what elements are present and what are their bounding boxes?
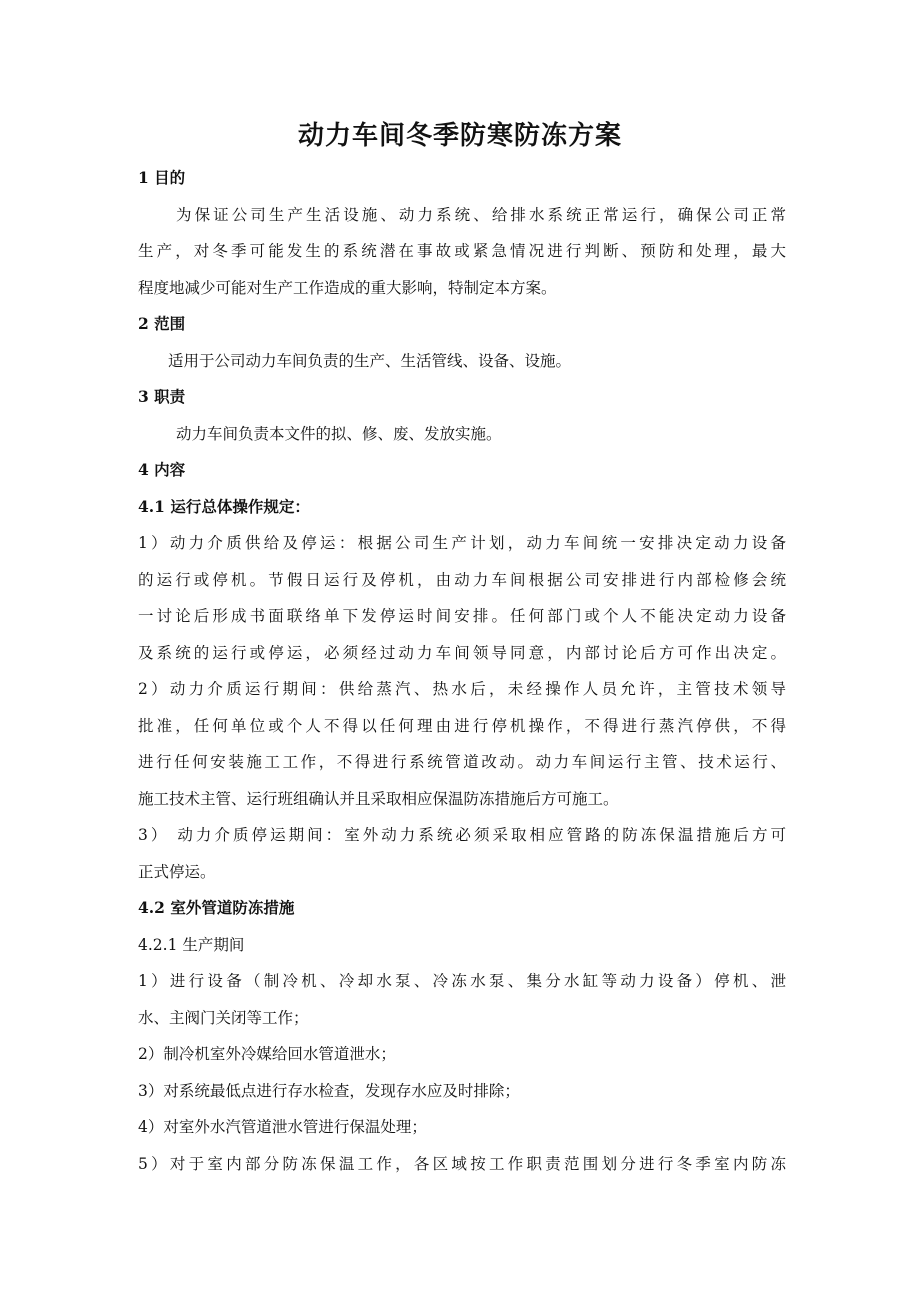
paragraph-line: 生产，对冬季可能发生的系统潜在事故或紧急情况进行判断、预防和处理，最大 [138, 242, 786, 260]
subsubsection-heading-production-period: 4.2.1 生产期间 [138, 935, 245, 954]
list-item-line: 2）制冷机室外冷媒给回水管道泄水； [138, 1045, 396, 1063]
document-title: 动力车间冬季防寒防冻方案 [297, 121, 622, 151]
list-item-line: 1）进行设备（制冷机、冷却水泵、冷冻水泵、集分水缸等动力设备）停机、泄 [138, 972, 786, 990]
subsection-heading-outdoor-pipes: 4.2 室外管道防冻措施 [138, 898, 295, 917]
section-heading-content: 4 内容 [138, 460, 186, 479]
document-body [138, 160, 786, 1182]
section-heading-scope: 2 范围 [138, 314, 186, 333]
list-item-line: 正式停运。 [138, 862, 216, 881]
list-item-line: 5）对于室内部分防冻保温工作，各区域按工作职责范围划分进行冬季室内防冻 [138, 1154, 786, 1173]
subsection-heading-operation-rules: 4.1 运行总体操作规定： [138, 496, 310, 516]
list-item-line: 4）对室外水汽管道泄水管进行保温处理； [138, 1118, 427, 1136]
list-item-line: 一讨论后形成书面联络单下发停运时间安排。任何部门或个人不能决定动力设备 [138, 607, 786, 625]
list-item-line: 的运行或停机。节假日运行及停机，由动力车间根据公司安排进行内部检修会统 [138, 570, 786, 589]
list-item-line: 水、主阀门关闭等工作； [138, 1008, 309, 1027]
list-item-line: 进行任何安装施工工作，不得进行系统管道改动。动力车间运行主管、技术运行、 [138, 753, 786, 771]
list-item-line: 1）动力介质供给及停运：根据公司生产计划，动力车间统一安排决定动力设备 [138, 534, 786, 552]
list-item-line: 3） 动力介质停运期间：室外动力系统必须采取相应管路的防冻保温措施后方可 [138, 826, 786, 844]
section-heading-purpose: 1 目的 [138, 168, 186, 187]
list-item-line: 及系统的运行或停运，必须经过动力车间领导同意，内部讨论后方可作出决定。 [138, 643, 786, 662]
list-item-line: 施工技术主管、运行班组确认并且采取相应保温防冻措施后方可施工。 [138, 789, 619, 808]
list-item-line: 批准，任何单位或个人不得以任何理由进行停机操作，不得进行蒸汽停供，不得 [138, 716, 786, 735]
paragraph-line: 适用于公司动力车间负责的生产、生活管线、设备、设施。 [168, 351, 572, 370]
list-item-line: 3）对系统最低点进行存水检查，发现存水应及时排除； [138, 1081, 520, 1100]
paragraph-line: 动力车间负责本文件的拟、修、废、发放实施。 [176, 424, 502, 443]
paragraph-line: 程度地减少可能对生产工作造成的重大影响，特制定本方案。 [138, 278, 557, 297]
section-heading-responsibility: 3 职责 [138, 387, 186, 406]
paragraph-line: 为保证公司生产生活设施、动力系统、给排水系统正常运行，确保公司正常 [176, 205, 786, 224]
list-item-line: 2）动力介质运行期间：供给蒸汽、热水后，未经操作人员允许，主管技术领导 [138, 680, 786, 698]
